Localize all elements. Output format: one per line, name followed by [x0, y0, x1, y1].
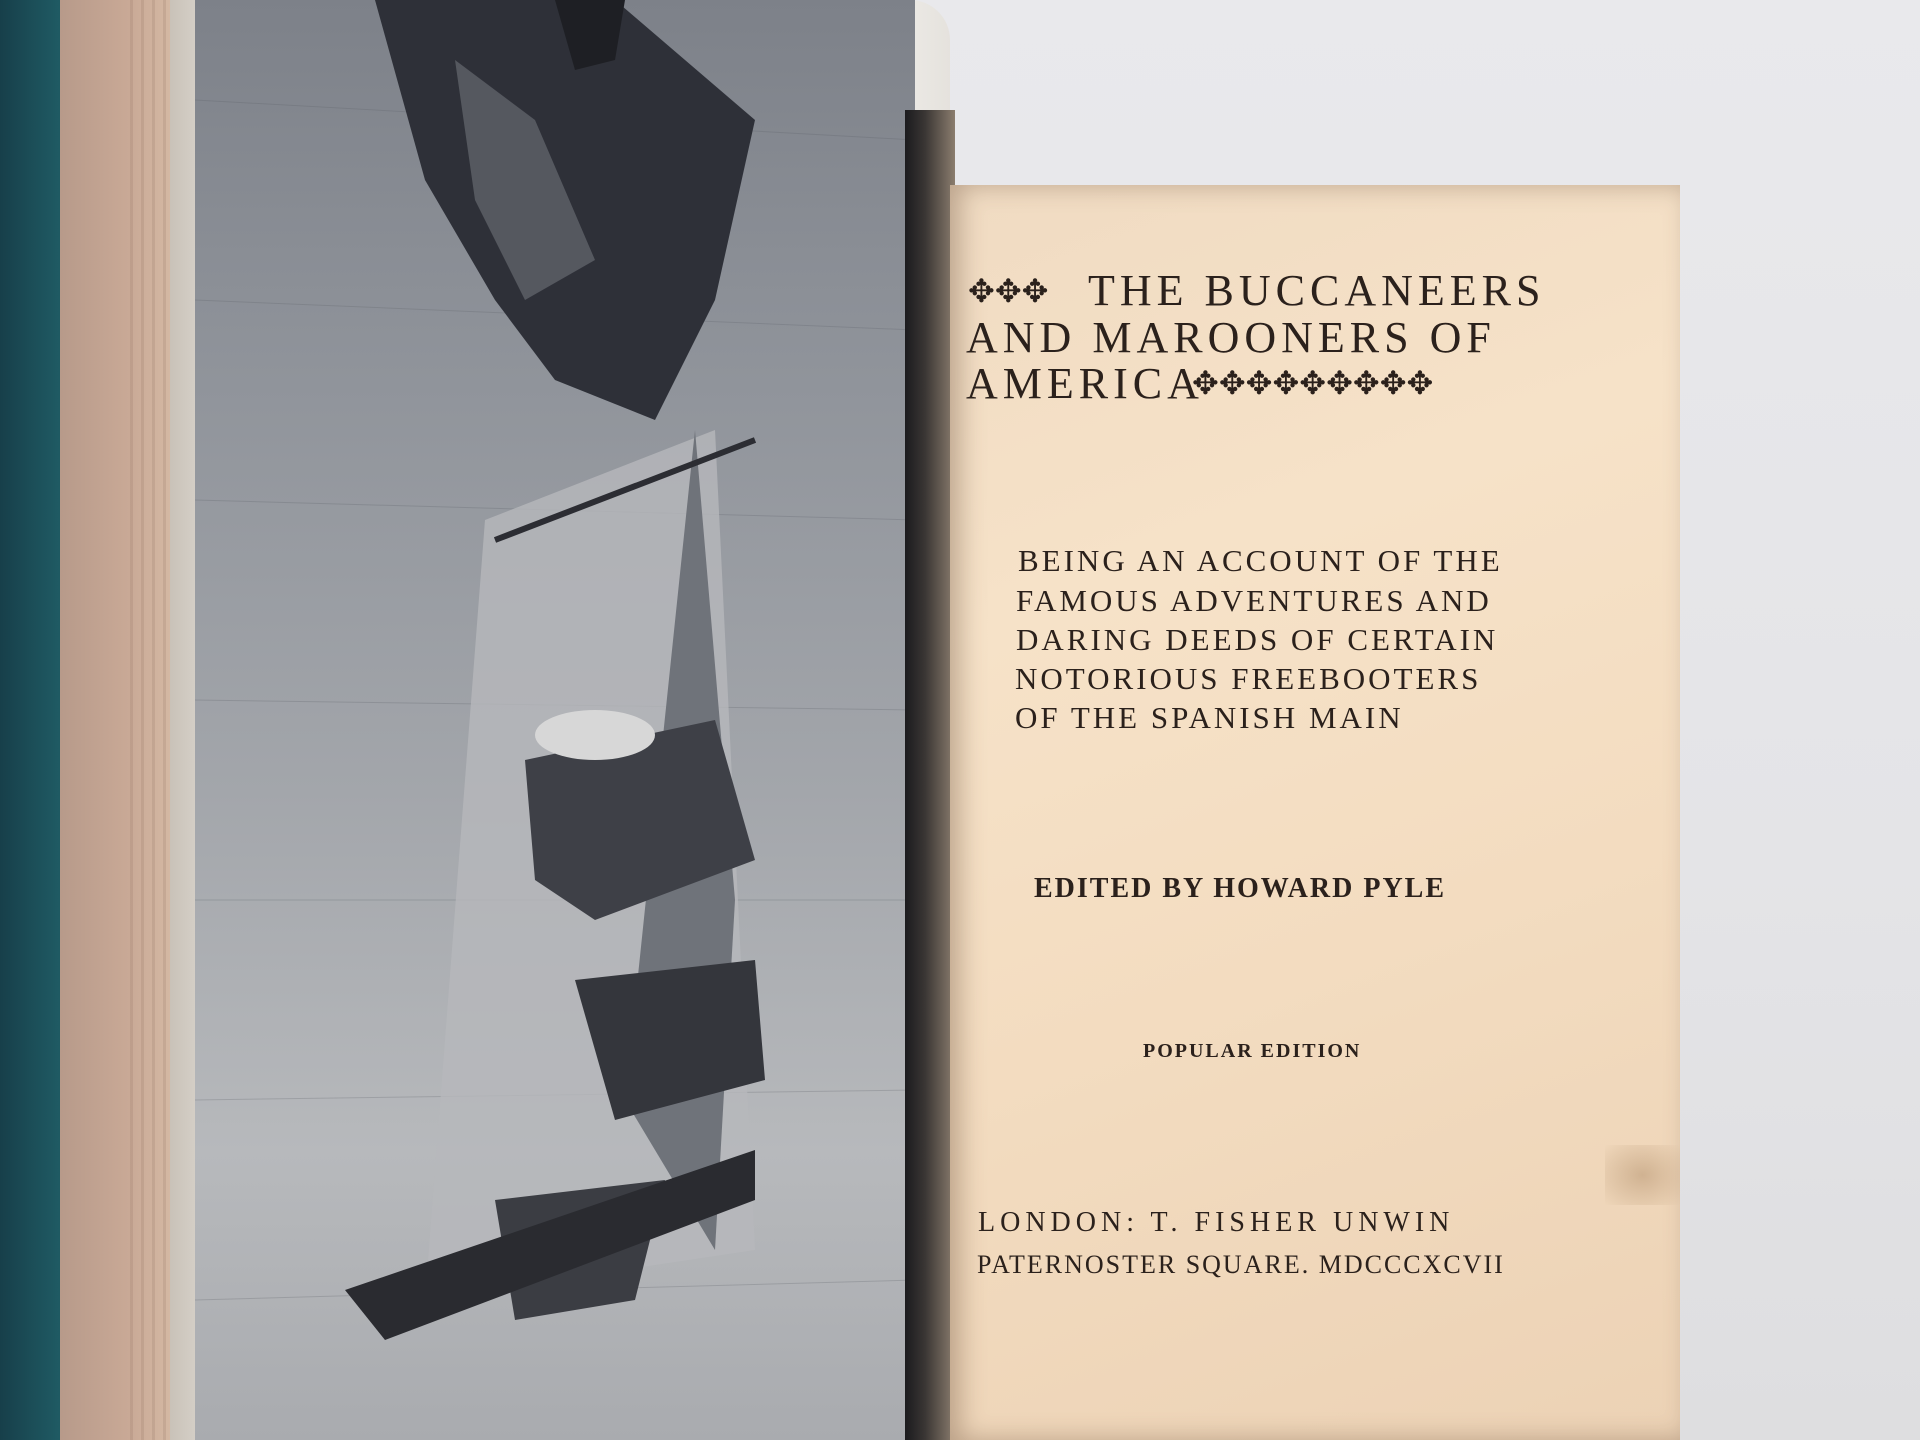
title-line-2: AND MAROONERS OF: [966, 313, 1496, 362]
subtitle-line-3: DARING DEEDS OF CERTAIN: [1016, 622, 1499, 657]
subtitle-line-1: BEING AN ACCOUNT OF THE: [1018, 543, 1503, 578]
title-line-1: THE BUCCANEERS: [1088, 266, 1546, 315]
title-line-3: AMERICA: [966, 359, 1204, 408]
edition-label: POPULAR EDITION: [1143, 1040, 1362, 1062]
title-ornament-left: ✥✥✥: [968, 273, 1049, 309]
paper-stain: [1605, 1145, 1680, 1205]
subtitle-line-4: NOTORIOUS FREEBOOTERS: [1015, 661, 1482, 696]
title-ornament-right: ✥✥✥✥✥✥✥✥✥: [1192, 365, 1434, 401]
subtitle-line-5: OF THE SPANISH MAIN: [1015, 700, 1404, 735]
editor-credit: EDITED BY HOWARD PYLE: [1034, 873, 1447, 904]
subtitle-line-2: FAMOUS ADVENTURES AND: [1016, 583, 1492, 618]
book-gutter: [905, 110, 955, 1440]
publisher-line-1: LONDON: T. FISHER UNWIN: [978, 1207, 1455, 1238]
publisher-line-2: PATERNOSTER SQUARE. MDCCCXCVII: [977, 1250, 1505, 1279]
frontispiece-illustration: [195, 0, 915, 1440]
